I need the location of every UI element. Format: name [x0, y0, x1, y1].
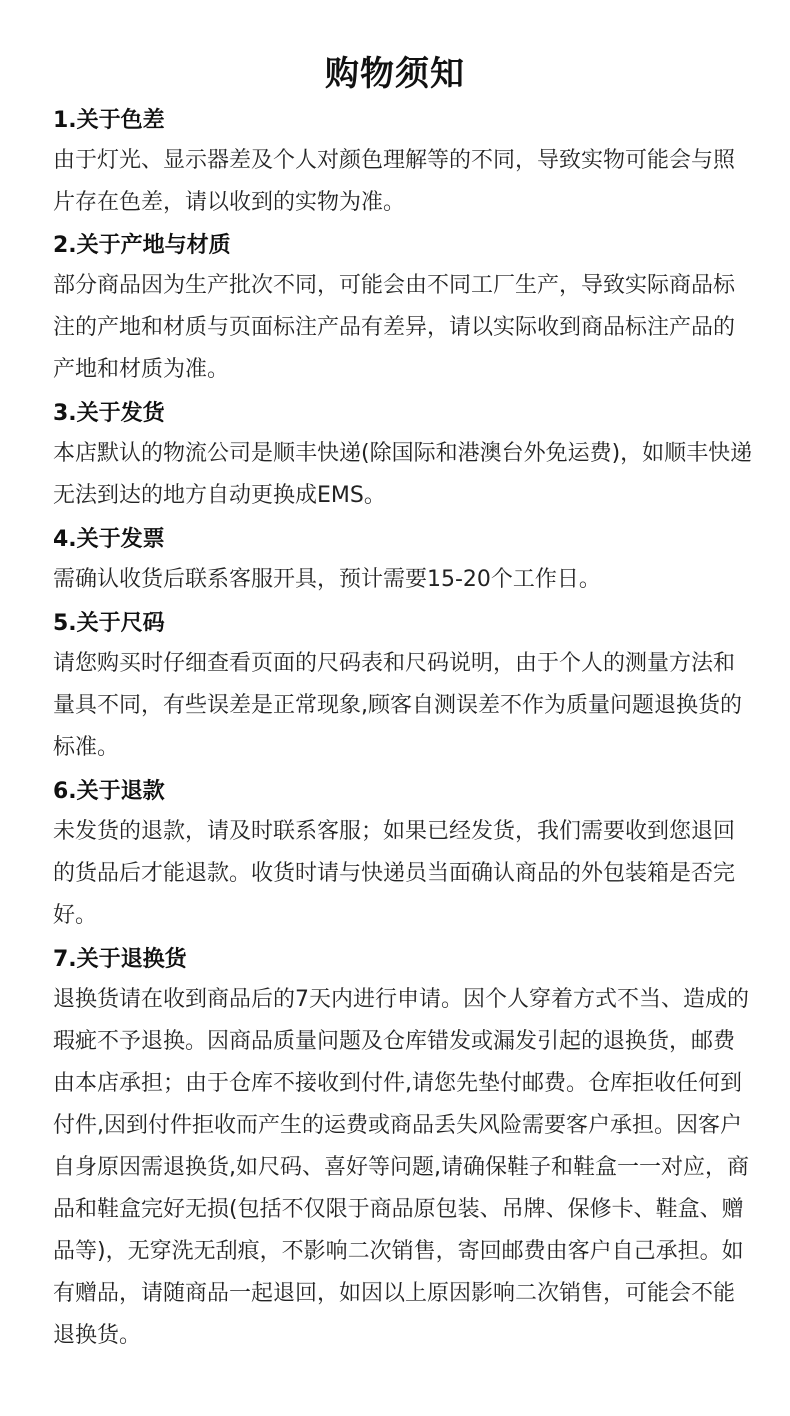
section-body: 部分商品因为生产批次不同，可能会由不同工厂生产，导致实际商品标注的产地和材质与页面标注产品有差异，请以实际收到商品标注产品的产地和材质为准。: [53, 273, 736, 382]
section-body: 需确认收货后联系客服开具，预计需要15-20个工作日。: [53, 567, 601, 592]
section-size: [53, 609, 753, 769]
section-heading: 3.关于发货: [53, 401, 165, 426]
section-color-difference: [53, 106, 753, 224]
section-return-exchange: [53, 945, 753, 1357]
section-heading: 6.关于退款: [53, 779, 165, 804]
section-refund: [53, 777, 753, 937]
section-body: 由于灯光、显示器差及个人对颜色理解等的不同，导致实物可能会与照片存在色差，请以收到的实物为准。: [53, 148, 736, 215]
section-heading: 1.关于色差: [53, 108, 165, 133]
section-origin-material: [53, 231, 753, 391]
section-heading: 2.关于产地与材质: [53, 233, 231, 258]
section-heading: 7.关于退换货: [53, 947, 187, 972]
section-body: 请您购买时仔细查看页面的尺码表和尺码说明，由于个人的测量方法和量具不同，有些误差是正常现象,顾客自测误差不作为质量问题退换货的标准。: [53, 651, 742, 760]
section-heading: 5.关于尺码: [53, 611, 165, 636]
section-body: 退换货请在收到商品后的7天内进行申请。因个人穿着方式不当、造成的瑕疵不予退换。因商品质量问题及仓库错发或漏发引起的退换货，邮费由本店承担；由于仓库不接收到付件,请您先垫付邮费。仓库拒收任何到付件,因到付件拒收而产生的运费或商品丢失风险需要客户承担。因客户自身原因需退换货,如尺码、喜好等问题,请确保鞋子和鞋盒一一对应，商品和鞋盒完好无损(包括不仅限于商品原包装、吊牌、保修卡、鞋盒、赠品等)，无穿洗无刮痕，不影响二次销售，寄回邮费由客户自己承担。如有赠品，请随商品一起退回，如因以上原因影响二次销售，可能会不能退换货。: [53, 987, 749, 1348]
page-title: 购物须知: [325, 54, 465, 94]
section-heading: 4.关于发票: [53, 527, 165, 552]
section-body: 本店默认的物流公司是顺丰快递(除国际和港澳台外免运费)，如顺丰快递无法到达的地方自动更换成EMS。: [53, 441, 753, 508]
section-invoice: [53, 525, 753, 601]
section-body: 未发货的退款，请及时联系客服；如果已经发货，我们需要收到您退回的货品后才能退款。收货时请与快递员当面确认商品的外包装箱是否完好。: [53, 819, 736, 928]
section-shipping: [53, 399, 753, 517]
